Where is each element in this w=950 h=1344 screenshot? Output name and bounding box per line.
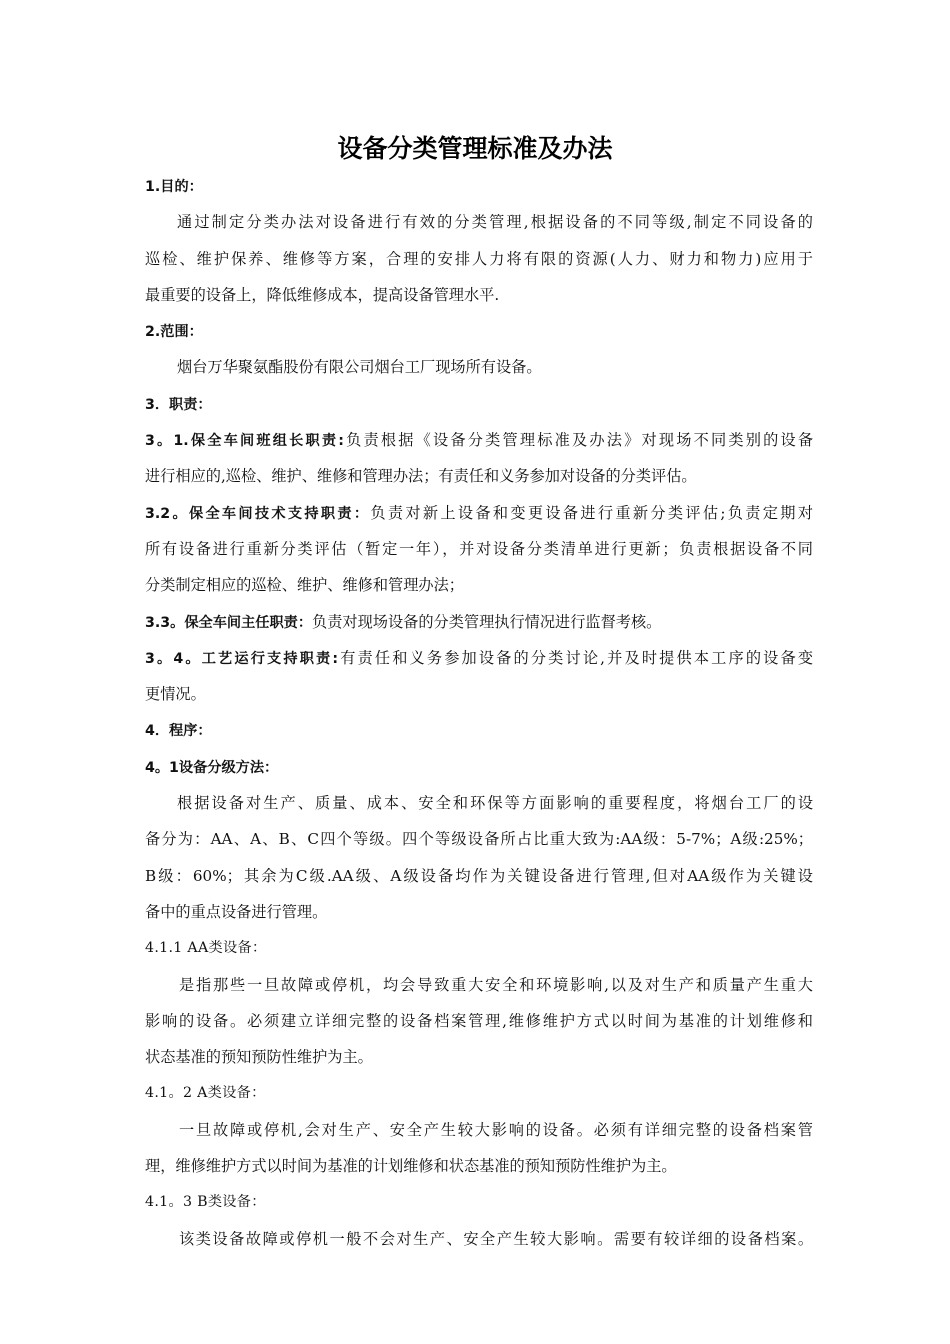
paragraph-line: 3。4。工艺运行支持职责:有责任和义务参加设备的分类讨论,并及时提供本工序的设备变 bbox=[145, 648, 814, 667]
paragraph-line: 巡检、维护保养、维修等方案，合理的安排人力将有限的资源(人力、财力和物力)应用于 bbox=[145, 249, 813, 268]
paragraph-line: 备分为：AA、A、B、C四个等级。四个等级设备所占比重大致为:AA级：5-7%；A级:25%； bbox=[145, 830, 813, 849]
paragraph-line: 3。1.保全车间班组长职责:负责根据《设备分类管理标准及办法》对现场不同类别的设备 bbox=[145, 431, 814, 450]
paragraph-line: 最重要的设备上，降低维修成本，提高设备管理水平. bbox=[145, 285, 500, 304]
subsection-heading: 3.3。保全车间主任职责： bbox=[145, 614, 313, 631]
subsection-heading: 3。1.保全车间班组长职责: bbox=[145, 433, 344, 450]
section-heading-duties: 3．职责： bbox=[145, 396, 212, 413]
paragraph-line: 更情况。 bbox=[145, 685, 206, 704]
paragraph-line: 是指那些一旦故障或停机，均会导致重大安全和环境影响,以及对生产和质量产生重大 bbox=[179, 975, 813, 994]
subsection-heading-grading: 4。1设备分级方法： bbox=[145, 759, 279, 776]
paragraph-line: 影响的设备。必须建立详细完整的设备档案管理,维修维护方式以时间为基准的计划维修和 bbox=[145, 1011, 813, 1030]
document-body bbox=[145, 168, 813, 1257]
section-heading-procedure: 4．程序： bbox=[145, 723, 212, 740]
paragraph-line: B级：60%；其余为C级.AA级、A级设备均作为关键设备进行管理,但对AA级作为关键设 bbox=[145, 866, 813, 885]
paragraph-line: 3.2。保全车间技术支持职责：负责对新上设备和变更设备进行重新分类评估;负责定期对 bbox=[145, 503, 813, 522]
paragraph-line: 分类制定相应的巡检、维护、维修和管理办法； bbox=[145, 576, 464, 595]
section-heading-purpose: 1.目的： bbox=[145, 179, 203, 195]
subsection-heading: 3.2。保全车间技术支持职责： bbox=[145, 505, 371, 522]
section-heading-scope: 2.范围： bbox=[145, 324, 203, 341]
document-title: 设备分类管理标准及办法 bbox=[337, 134, 613, 163]
paragraph-line: 理，维修维护方式以时间为基准的计划维修和状态基准的预知预防性维护为主。 bbox=[145, 1157, 677, 1176]
paragraph-line: 进行相应的,巡检、维护、维修和管理办法；有责任和义务参加对设备的分类评估。 bbox=[145, 467, 697, 486]
paragraph-line: 该类设备故障或停机一般不会对生产、安全产生较大影响。需要有较详细的设备档案。 bbox=[179, 1229, 813, 1248]
paragraph-line: 所有设备进行重新分类评估（暂定一年），并对设备分类清单进行更新；负责根据设备不同 bbox=[145, 539, 813, 558]
paragraph-line: 通过制定分类办法对设备进行有效的分类管理,根据设备的不同等级,制定不同设备的 bbox=[177, 213, 813, 232]
subsection-heading-b: 4.1。3 B类设备： bbox=[145, 1194, 266, 1211]
paragraph-line: 根据设备对生产、质量、成本、安全和环保等方面影响的重要程度，将烟台工厂的设 bbox=[177, 794, 813, 813]
paragraph-line: 3.3。保全车间主任职责：负责对现场设备的分类管理执行情况进行监督考核。 bbox=[145, 612, 662, 631]
paragraph-line: 烟台万华聚氨酯股份有限公司烟台工厂现场所有设备。 bbox=[177, 358, 542, 377]
subsection-heading-a: 4.1。2 A类设备： bbox=[145, 1085, 266, 1102]
subsection-heading: 3。4。工艺运行支持职责: bbox=[145, 650, 339, 667]
subsection-heading-aa: 4.1.1 AA类设备： bbox=[145, 940, 267, 957]
paragraph-line: 一旦故障或停机,会对生产、安全产生较大影响的设备。必须有详细完整的设备档案管 bbox=[179, 1120, 813, 1139]
paragraph-line: 备中的重点设备进行管理。 bbox=[145, 902, 328, 921]
paragraph-line: 状态基准的预知预防性维护为主。 bbox=[145, 1048, 373, 1067]
